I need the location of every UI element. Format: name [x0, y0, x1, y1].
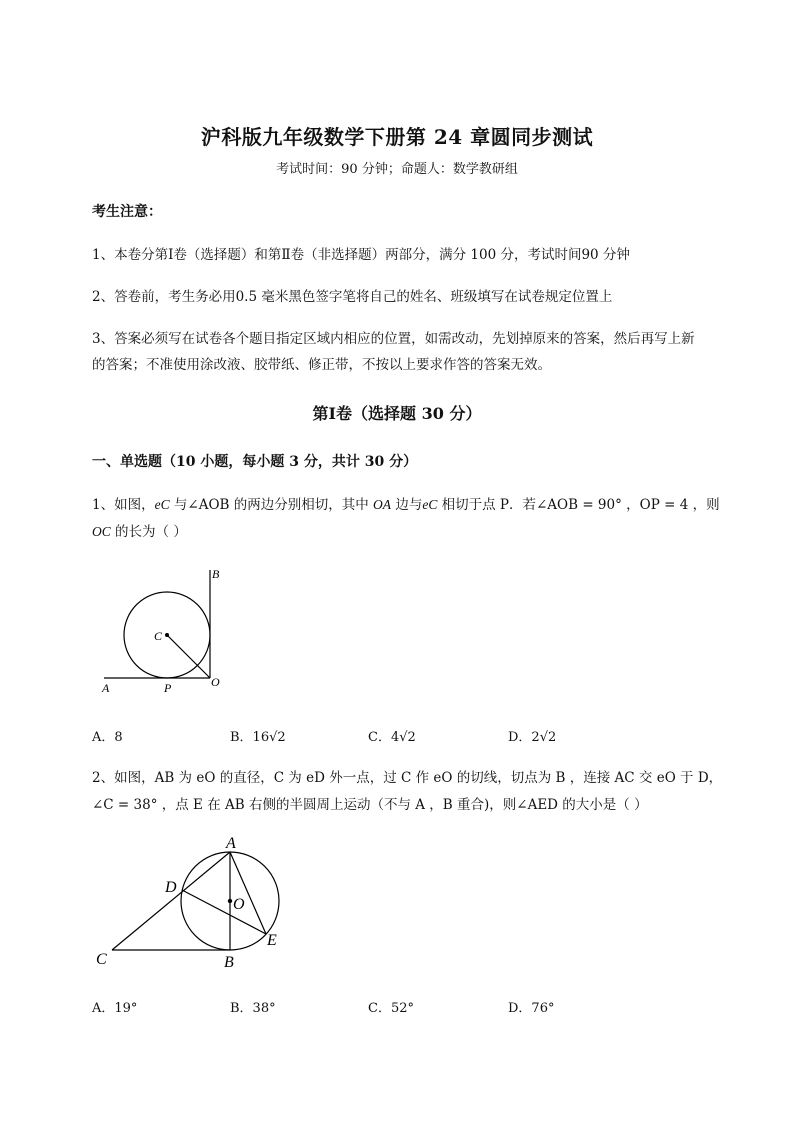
center-point-c [165, 633, 169, 637]
part-title: 一、单选题（10 小题，每小题 3 分，共计 30 分） [92, 454, 418, 470]
label-c: C [154, 629, 163, 643]
q1-option-a: A．8 [92, 730, 123, 745]
notice-item-3: 3、答案必须写在试卷各个题目指定区域内相应的位置，如需改动，先划掉原来的答案，然后再写上新 [92, 331, 695, 347]
label-p: P [164, 681, 172, 695]
notice-item-2: 2、答卷前，考生务必用0.5 毫米黑色签字笔将自己的姓名、班级填写在试卷规定位置上 [92, 289, 613, 305]
q1-stem-line2: OC 的长为（ ） [92, 524, 187, 540]
exam-info: 考试时间：90 分钟；命题人：数学教研组 [276, 162, 518, 177]
q1-figure [90, 560, 240, 700]
q2-stem-line2: ∠C = 38° ，点 E 在 AB 右侧的半圆周上运动（不与 A ，B 重合)，则∠AED 的大小是（ ） [92, 797, 648, 813]
page-title: 沪科版九年级数学下册第 24 章圆同步测试 [200, 125, 594, 149]
q1-option-d: D．2√2 [508, 730, 557, 745]
label-o: O [211, 675, 220, 689]
label-a: A [102, 681, 110, 695]
notice-heading: 考生注意： [92, 204, 162, 220]
label-b: B [224, 954, 234, 971]
q2-option-b: B．38° [230, 1001, 276, 1016]
label-b: B [212, 567, 220, 581]
q2-figure [90, 830, 300, 975]
q1-option-b: B．16√2 [230, 730, 286, 745]
q2-option-c: C．52° [368, 1001, 414, 1016]
label-c: C [96, 951, 107, 968]
q1-option-c: C．4√2 [368, 730, 416, 745]
notice-item-3-cont: 的答案；不准使用涂改液、胶带纸、修正带，不按以上要求作答的答案无效。 [92, 357, 551, 373]
q2-option-a: A．19° [92, 1001, 138, 1016]
q2-stem-line1: 2、如图，AB 为 eO 的直径，C 为 eD 外一点，过 C 作 eO 的切线，切点为 B ，连接 AC 交 eO 于 D， [92, 770, 723, 786]
q2-option-d: D．76° [508, 1001, 555, 1016]
segment-de [182, 890, 266, 934]
segment-ae [230, 852, 266, 934]
label-d: D [165, 879, 177, 896]
label-e: E [267, 932, 277, 949]
segment-ca [112, 852, 230, 950]
label-a: A [226, 835, 236, 852]
q1-stem-line1: 1、如图，eC 与∠AOB 的两边分别相切，其中 OA 边与eC 相切于点 P．若∠AOB = 90° ，OP = 4 ，则 [92, 497, 720, 513]
center-point-o [228, 899, 232, 903]
label-o: O [233, 896, 245, 913]
section-title: 第Ⅰ卷（选择题 30 分） [312, 404, 482, 423]
notice-item-1: 1、本卷分第Ⅰ卷（选择题）和第Ⅱ卷（非选择题）两部分，满分 100 分，考试时间90 分钟 [92, 247, 630, 263]
